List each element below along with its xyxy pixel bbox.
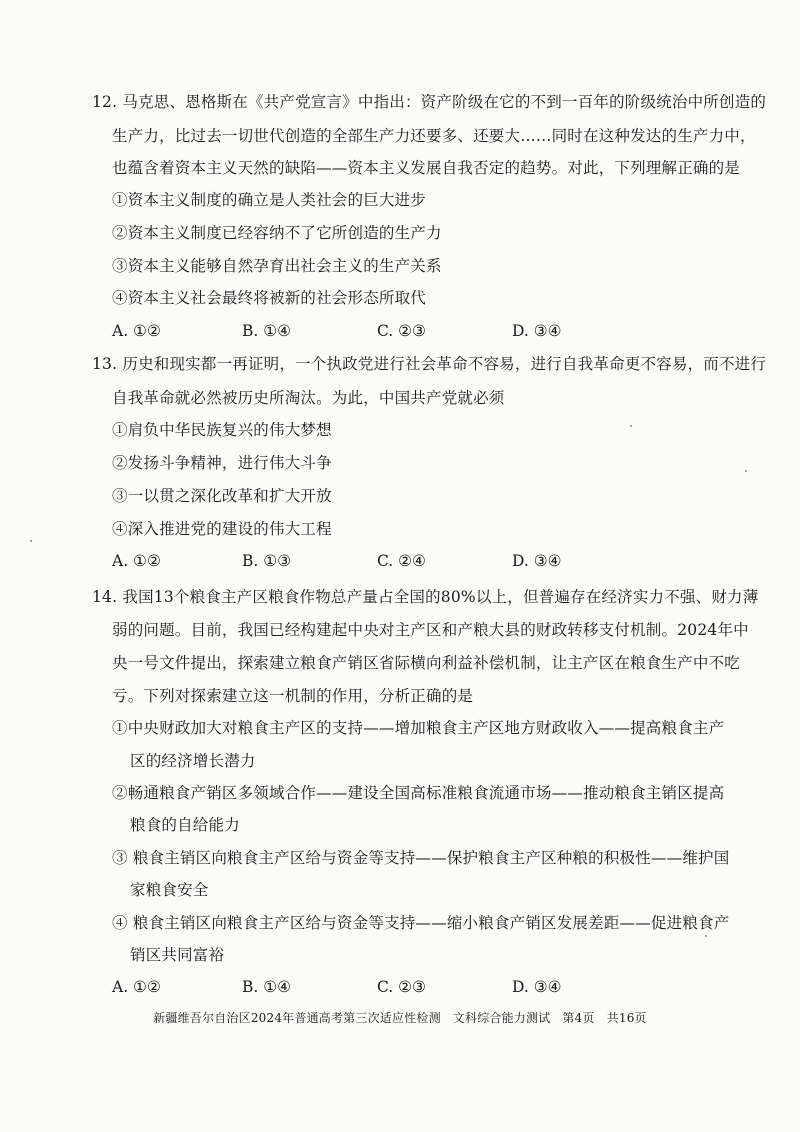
option-b: B. ①④ (242, 322, 292, 340)
footer-total-pages: 共16页 (606, 1011, 647, 1025)
footer-exam-title: 新疆维吾尔自治区2024年普通高考第三次适应性检测 (153, 1011, 441, 1025)
option-c: C. ②③ (377, 322, 426, 340)
q12-item: ③资本主义能够自然孕育出社会主义的生产关系 (112, 257, 442, 275)
q14-stem-line: 亏。下列对探索建立这一机制的作用，分析正确的是 (112, 687, 474, 705)
q12-stem-line: 生产力，比过去一切世代创造的全部生产力还要多、还要大……同时在这种发达的生产力中， (112, 127, 756, 145)
option-d: D. ③④ (512, 322, 562, 340)
q13-item: ①肩负中华民族复兴的伟大梦想 (112, 421, 332, 439)
q14-item: ①中央财政加大对粮食主产区的支持——增加粮食主产区地方财政收入——提高粮食主产 (112, 719, 725, 737)
q14-item: ④ 粮食主销区向粮食主产区给与资金等支持——缩小粮食产销区发展差距——促进粮食产 (112, 914, 730, 932)
option-c: C. ②④ (377, 552, 426, 570)
q14-item: ②畅通粮食产销区多领域合作——建设全国高标准粮食流通市场——推动粮食主销区提高 (112, 784, 725, 802)
option-b: B. ①③ (242, 552, 292, 570)
q13-stem-line: 自我革命就必然被历史所淘汰。为此，中国共产党就必须 (112, 389, 505, 407)
q14-item-cont: 家粮食安全 (130, 881, 209, 899)
q12-item: ④资本主义社会最终将被新的社会形态所取代 (112, 289, 427, 307)
q13-item: ③一以贯之深化改革和扩大开放 (112, 487, 332, 505)
option-d: D. ③④ (512, 978, 562, 996)
q14-item: ③ 粮食主销区向粮食主产区给与资金等支持——保护粮食主产区种粮的积极性——维护国 (112, 849, 730, 867)
q14-item-cont: 粮食的自给能力 (130, 816, 240, 834)
q13-item: ④深入推进党的建设的伟大工程 (112, 520, 332, 538)
q14-stem-line: 弱的问题。目前，我国已经构建起中央对主产区和产粮大县的财政转移支付机制。2024年中 (112, 621, 749, 639)
option-a: A. ①② (112, 322, 161, 340)
footer-page-number: 第4页 (562, 1011, 595, 1025)
q14-item-cont: 销区共同富裕 (130, 946, 225, 964)
option-a: A. ①② (112, 978, 161, 996)
option-c: C. ②③ (377, 978, 426, 996)
page-footer (0, 1009, 800, 1026)
q14-stem-line: 央一号文件提出，探索建立粮食产销区省际横向利益补偿机制，让主产区在粮食生产中不吃 (112, 654, 741, 672)
option-a: A. ①② (112, 552, 161, 570)
q12-stem-line: 也蕴含着资本主义天然的缺陷——资本主义发展自我否定的趋势。对此，下列理解正确的是 (112, 159, 741, 177)
q14-item-cont: 区的经济增长潜力 (130, 752, 256, 770)
scan-speck (30, 540, 32, 542)
q12-item: ①资本主义制度的确立是人类社会的巨大进步 (112, 191, 427, 209)
q12-stem-line: 12. 马克思、恩格斯在《共产党宣言》中指出：资产阶级在它的不到一百年的阶级统治中所创造的 (92, 93, 767, 111)
q13-item: ②发扬斗争精神，进行伟大斗争 (112, 454, 332, 472)
scan-speck (630, 425, 632, 427)
scan-speck (745, 470, 747, 472)
footer-subject: 文科综合能力测试 (452, 1011, 551, 1025)
q12-item: ②资本主义制度已经容纳不了它所创造的生产力 (112, 224, 442, 242)
scan-speck (705, 935, 707, 937)
q13-stem-line: 13. 历史和现实都一再证明，一个执政党进行社会革命不容易，进行自我革命更不容易，而不进行 (92, 355, 767, 373)
option-d: D. ③④ (512, 552, 562, 570)
option-b: B. ①④ (242, 978, 292, 996)
q14-stem-line: 14. 我国13个粮食主产区粮食作物总产量占全国的80%以上，但普遍存在经济实力不强、财力薄 (92, 588, 759, 606)
